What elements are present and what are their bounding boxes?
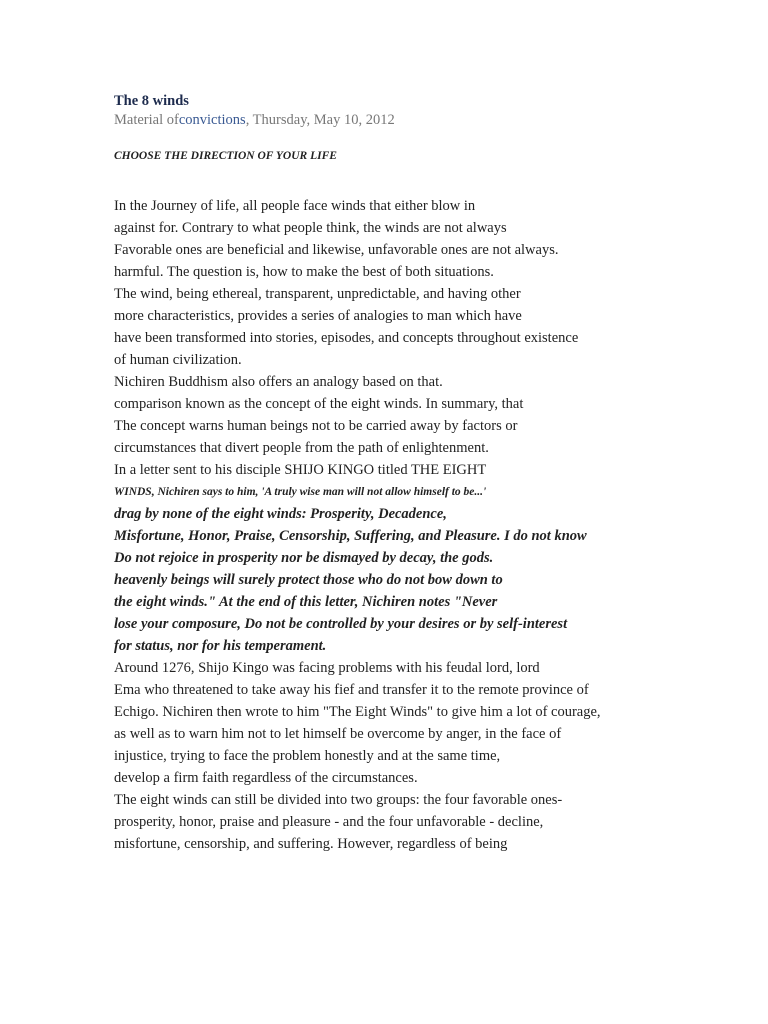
body-line: circumstances that divert people from the path of enlightenment.: [114, 440, 489, 456]
body-line: develop a firm faith regardless of the circumstances.: [114, 770, 418, 786]
body-line: The eight winds can still be divided into two groups: the four favorable ones-: [114, 792, 563, 808]
body-line: Around 1276, Shijo Kingo was facing problems with his feudal lord, lord: [114, 660, 540, 676]
body-line: misfortune, censorship, and suffering. However, regardless of being: [114, 836, 508, 852]
body-line: more characteristics, provides a series of analogies to man which have: [114, 308, 522, 324]
body-line: WINDS, Nichiren says to him, 'A truly wise man will not allow himself to be...': [114, 486, 487, 498]
body-line: of human civilization.: [114, 352, 242, 368]
post-subtitle: CHOOSE THE DIRECTION OF YOUR LIFE: [114, 150, 337, 162]
body-line: Echigo. Nichiren then wrote to him "The Eight Winds" to give him a lot of courage,: [114, 704, 601, 720]
body-line: prosperity, honor, praise and pleasure - and the four unfavorable - decline,: [114, 814, 544, 830]
convictions-link[interactable]: convictions: [178, 112, 246, 128]
body-line: for status, nor for his temperament.: [114, 638, 327, 654]
body-line: Misfortune, Honor, Praise, Censorship, Suffering, and Pleasure. I do not know: [114, 528, 587, 544]
document-page: [114, 92, 734, 855]
body-line: have been transformed into stories, episodes, and concepts throughout existence: [114, 330, 579, 346]
post-title: The 8 winds: [114, 93, 189, 109]
meta-date: , Thursday, May 10, 2012: [245, 112, 395, 128]
body-line: injustice, trying to face the problem honestly and at the same time,: [114, 748, 501, 764]
body-line: as well as to warn him not to let himself be overcome by anger, in the face of: [114, 726, 562, 742]
body-line: heavenly beings will surely protect those who do not bow down to: [114, 572, 503, 588]
post-meta: [114, 111, 734, 129]
post-body: [114, 195, 734, 855]
body-line: comparison known as the concept of the eight winds. In summary, that: [114, 396, 524, 412]
body-line: harmful. The question is, how to make the best of both situations.: [114, 264, 494, 280]
body-line: The wind, being ethereal, transparent, unpredictable, and having other: [114, 286, 521, 302]
body-line: Favorable ones are beneficial and likewise, unfavorable ones are not always.: [114, 242, 559, 258]
meta-prefix: Material of: [114, 112, 179, 128]
body-line: Ema who threatened to take away his fief and transfer it to the remote province of: [114, 682, 589, 698]
body-line: lose your composure, Do not be controlled by your desires or by self-interest: [114, 616, 568, 632]
body-line: against for. Contrary to what people think, the winds are not always: [114, 220, 507, 236]
body-line: the eight winds." At the end of this letter, Nichiren notes "Never: [114, 594, 498, 610]
body-line: Do not rejoice in prosperity nor be dismayed by decay, the gods.: [114, 550, 494, 566]
body-line: Nichiren Buddhism also offers an analogy based on that.: [114, 374, 443, 390]
body-line: In the Journey of life, all people face winds that either blow in: [114, 198, 476, 214]
body-line: drag by none of the eight winds: Prosperity, Decadence,: [114, 506, 447, 522]
body-line: In a letter sent to his disciple SHIJO KINGO titled THE EIGHT: [114, 462, 487, 478]
body-line: The concept warns human beings not to be carried away by factors or: [114, 418, 518, 434]
